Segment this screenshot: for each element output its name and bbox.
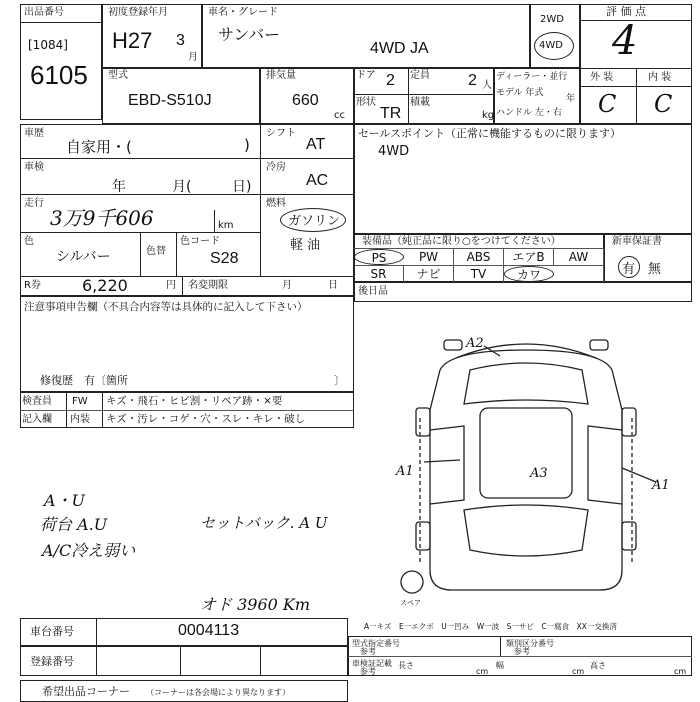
inspector-int-label: 内装	[70, 414, 90, 425]
lot-code: [1084]	[28, 38, 68, 52]
inspection-day: 日)	[232, 179, 252, 195]
equipment-item	[554, 266, 604, 282]
displacement-unit: cc	[334, 110, 345, 121]
damage-legend: A一キズ E一エクボ U一凹み W一波 S一サビ C一腐食 XX一交換済	[364, 622, 617, 631]
inspector-int-items: キズ・汚レ・コゲ・穴・スレ・キレ・破し	[106, 413, 306, 425]
usage-label: 車歴	[24, 128, 44, 139]
registration-era-year: H27	[112, 28, 153, 53]
equipment-item: SR	[354, 266, 404, 282]
recycle-unit: 円	[166, 280, 176, 291]
name-change-label: 名変期限	[188, 280, 228, 291]
odometer-note: オド 3960 Km	[200, 595, 311, 614]
inspector-label2: 記入欄	[22, 414, 52, 425]
spare-label: スペア	[400, 599, 421, 607]
shape-value: TR	[380, 105, 402, 122]
sales-point-value: 4WD	[378, 144, 410, 159]
recycle-value: 6,220	[82, 276, 128, 295]
damage-mark-a2: A2	[466, 336, 484, 351]
car-name: サンバー	[218, 27, 281, 44]
after-parts-box	[354, 282, 692, 302]
equipment-item: PW	[404, 249, 454, 265]
inspector-fw-label: FW	[72, 396, 88, 407]
equipment-item: エアB	[504, 249, 554, 265]
warranty-label: 新車保証書	[612, 236, 662, 247]
recycle-label: R券	[24, 280, 41, 291]
equipment-label: 装備品（純正品に限り○をつけてください）	[362, 236, 561, 247]
remark-line-3: A/C冷え弱い	[42, 541, 136, 560]
usage-close: )	[244, 136, 250, 154]
category-label: 類別区分番号	[506, 639, 554, 648]
capacity-value: 2	[468, 72, 477, 89]
dims-height-unit: cm	[674, 667, 687, 676]
category-ref: 参考	[514, 647, 530, 656]
drive-2wd: 2WD	[540, 14, 564, 25]
dims-width: 幅	[496, 661, 504, 670]
chassis-value: 0004113	[178, 622, 240, 639]
car-name-label: 車名・グレード	[208, 7, 278, 18]
dealer-model-year: モデル 年式	[496, 88, 544, 98]
mileage-unit: km	[218, 220, 234, 231]
grade-int-label: 内 装	[648, 72, 672, 83]
inspection-month: 月(	[172, 179, 192, 195]
repair-history-close: 〕	[334, 374, 345, 387]
dims-width-unit: cm	[572, 667, 585, 676]
grade-ext-label: 外 装	[590, 72, 614, 83]
color-code-label: 色コード	[180, 236, 220, 247]
equipment-item: カワ	[504, 266, 554, 282]
doors-label: ドア	[356, 70, 376, 81]
dealer-label: ディーラー・並行	[496, 72, 568, 82]
sales-point-box	[354, 124, 692, 234]
dims-height: 高さ	[590, 661, 606, 670]
equipment-item: TV	[454, 266, 504, 282]
aircon-label: 冷房	[266, 162, 286, 173]
displacement-value: 660	[292, 92, 319, 109]
name-change-month: 月	[282, 280, 292, 291]
capacity-unit: 人	[482, 80, 492, 91]
usage-value: 自家用・(	[66, 138, 132, 156]
aircon-value: AC	[306, 172, 329, 189]
capacity-label: 定員	[410, 70, 430, 81]
remark-line-4: セットバック. A U	[200, 514, 328, 532]
color-value: シルバー	[56, 249, 111, 265]
damage-mark-a3: A3	[530, 466, 548, 481]
color-code: S28	[210, 250, 239, 267]
registration-month-unit: 月	[188, 52, 198, 63]
dims-length-unit: cm	[476, 667, 489, 676]
remark-line-1: A・U	[44, 491, 86, 510]
doors-value: 2	[386, 72, 395, 89]
model-value: EBD-S510J	[128, 92, 212, 109]
inspector-fw-items: キズ・飛石・ヒビ割・リペア跡・×要	[106, 395, 283, 407]
damage-mark-a1-right: A1	[652, 478, 670, 493]
load-unit: kg	[482, 110, 495, 121]
grade-label: 評 価 点	[606, 5, 646, 18]
designation-label: 型式指定番号	[352, 639, 400, 648]
shift-label: シフト	[266, 128, 296, 139]
fuel-label: 燃料	[266, 198, 286, 209]
reg-number-label: 登録番号	[30, 655, 74, 668]
color-label: 色	[24, 236, 34, 247]
mileage-label: 走行	[24, 198, 44, 209]
equipment-item: AW	[554, 249, 604, 265]
mileage-value: 3万9千606	[50, 206, 154, 230]
registration-label: 初度登録年月	[108, 7, 168, 18]
shift-value: AT	[306, 136, 326, 153]
repair-history: 修復歴 有〔箇所	[40, 374, 128, 387]
chassis-label: 車台番号	[30, 625, 74, 638]
notes-label: 注意事項申告欄（不具合内容等は具体的に記入して下さい）	[24, 301, 308, 313]
dims-length: 長さ	[398, 661, 414, 670]
name-change-day: 日	[328, 280, 338, 291]
dims-ref: 参考	[360, 667, 376, 676]
lot-number: 6105	[30, 60, 88, 90]
fuel-value: ガソリン	[288, 214, 341, 229]
warranty-yes: 有	[622, 262, 636, 277]
grade-ext: C	[598, 90, 617, 118]
registration-month: 3	[176, 32, 185, 49]
after-parts-label: 後日品	[358, 286, 388, 297]
dealer-year-unit: 年	[566, 94, 576, 104]
corner-label: 希望出品コーナー	[42, 685, 130, 698]
car-grade: 4WD JA	[370, 40, 429, 57]
inspection-year: 年	[112, 179, 126, 195]
model-label: 型式	[108, 70, 128, 81]
dealer-handle: ハンドル 左・右	[496, 108, 562, 118]
shape-label: 形状	[356, 97, 376, 108]
lot-label: 出品番号	[24, 7, 64, 18]
designation-ref: 参考	[360, 647, 376, 656]
equipment-item: PS	[354, 249, 404, 265]
corner-note: （コーナーは各会場により異なります）	[146, 688, 290, 697]
grade-int: C	[654, 90, 673, 118]
sales-point-label: セールスポイント（正常に機能するものに限ります）	[358, 127, 622, 140]
drive-4wd: 4WD	[539, 40, 563, 51]
warranty-no: 無	[648, 262, 662, 277]
remark-line-2: 荷台 A.U	[40, 515, 108, 534]
equipment-item: ナビ	[404, 266, 454, 282]
damage-mark-a1-left: A1	[396, 464, 414, 479]
inspection-label: 車検	[24, 162, 44, 173]
load-label: 積載	[410, 97, 430, 108]
displacement-label: 排気量	[266, 70, 296, 81]
equipment-item: ABS	[454, 249, 504, 265]
color-tone-label: 色替	[146, 246, 166, 257]
car-damage-diagram	[360, 300, 692, 612]
grade-score: 4	[612, 18, 638, 64]
dims-label: 車検証記載	[352, 659, 392, 668]
fuel-alt: 軽 油	[290, 238, 321, 253]
inspector-label1: 検査員	[22, 396, 52, 407]
